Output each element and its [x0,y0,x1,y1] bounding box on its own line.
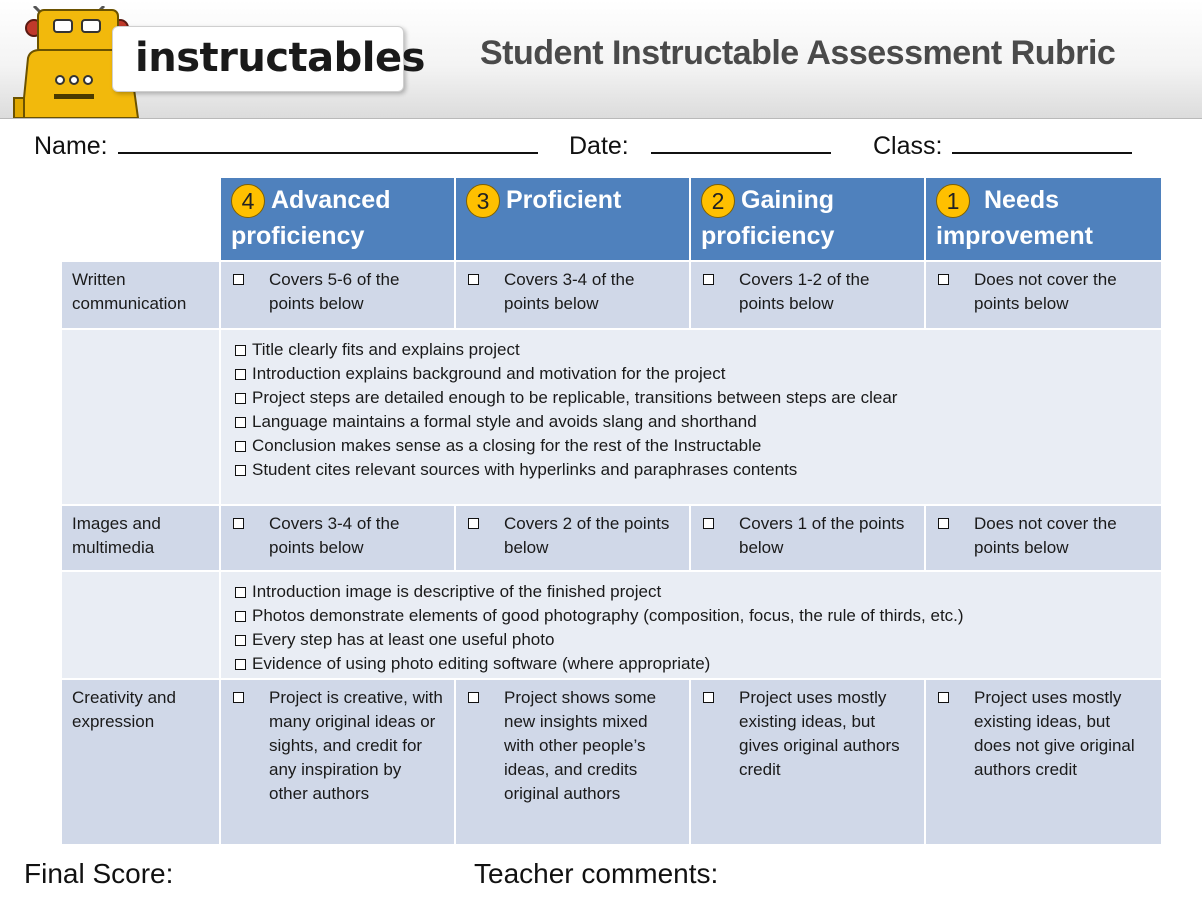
date-blank [651,130,831,154]
level-subtitle: improvement [936,222,1093,250]
checkbox-icon[interactable] [235,417,246,428]
criterion-label-written: Written communication [62,260,221,328]
point-item: Title clearly fits and explains project [235,338,897,362]
level-badge: 1 [936,184,970,218]
level-title: Proficient [506,186,622,214]
checkbox-icon[interactable] [233,274,244,285]
point-item: Language maintains a formal style and avoids slang and shorthand [235,410,897,434]
teacher-comments-label: Teacher comments: [474,858,719,889]
checkbox-icon[interactable] [703,692,714,703]
level-subtitle: proficiency [701,222,835,250]
name-blank [118,130,538,154]
instructables-logo [112,26,425,92]
logo-text: instructables [135,35,425,81]
checkbox-icon[interactable] [235,393,246,404]
checkbox-icon[interactable] [235,345,246,356]
rating-cell: Covers 1-2 of the points below [691,260,926,328]
rating-cell: Project uses mostly existing ideas, but gives original authors credit [691,678,926,844]
rating-cell: Project shows some new insights mixed with other people’s ideas, and credits original authors [456,678,691,844]
rating-cell: Project is creative, with many original ideas or sights, and credit for any inspiration by other authors [221,678,456,844]
point-item: Conclusion makes sense as a closing for the rest of the Instructable [235,434,897,458]
checkbox-icon[interactable] [235,465,246,476]
checkbox-icon[interactable] [235,441,246,452]
checkbox-icon[interactable] [235,659,246,670]
point-item: Student cites relevant sources with hyperlinks and paraphrases contents [235,458,897,482]
checkbox-icon[interactable] [233,518,244,529]
level-subtitle: proficiency [231,222,365,250]
checkbox-icon[interactable] [703,518,714,529]
point-item: Introduction image is descriptive of the finished project [235,580,964,604]
checkbox-icon[interactable] [235,635,246,646]
page-header [0,0,1202,119]
level-header-4 [221,178,456,260]
level-badge: 4 [231,184,265,218]
level-header-1 [926,178,1161,260]
point-item: Evidence of using photo editing software (where appropriate) [235,652,964,676]
level-header-2 [691,178,926,260]
rating-cell: Project uses mostly existing ideas, but does not give original authors credit [926,678,1161,844]
checkbox-icon[interactable] [235,611,246,622]
checkbox-icon[interactable] [938,274,949,285]
checkbox-icon[interactable] [235,587,246,598]
checkbox-icon[interactable] [233,692,244,703]
name-field [34,130,538,161]
point-item: Introduction explains background and motivation for the project [235,362,897,386]
class-label: Class: [873,132,943,160]
rating-cell: Does not cover the points below [926,260,1161,328]
level-header-3 [456,178,691,260]
checkbox-icon[interactable] [938,692,949,703]
spacer-cell [62,328,221,504]
checkbox-icon[interactable] [468,518,479,529]
class-field [873,130,1132,161]
rating-cell: Covers 1 of the points below [691,504,926,570]
rating-cell: Covers 5-6 of the points below [221,260,456,328]
document-title: Student Instructable Assessment Rubric [480,34,1116,72]
checkbox-icon[interactable] [938,518,949,529]
level-badge: 3 [466,184,500,218]
checkbox-icon[interactable] [468,274,479,285]
checkbox-icon[interactable] [703,274,714,285]
point-item: Photos demonstrate elements of good photography (composition, focus, the rule of thirds, etc.) [235,604,964,628]
final-score-label: Final Score: [24,858,174,889]
point-item: Project steps are detailed enough to be replicable, transitions between steps are clear [235,386,897,410]
rating-cell: Covers 3-4 of the points below [221,504,456,570]
spacer-cell [62,570,221,678]
name-label: Name: [34,132,108,160]
level-title: Needs [984,186,1060,214]
date-field [569,130,831,161]
criterion-label-creativity: Creativity and expression [62,678,221,844]
points-cell-written [221,328,1161,504]
checkbox-icon[interactable] [468,692,479,703]
rating-cell: Does not cover the points below [926,504,1161,570]
level-title: Advanced [271,186,391,214]
points-cell-images [221,570,1161,678]
rating-cell: Covers 2 of the points below [456,504,691,570]
rating-cell: Covers 3-4 of the points below [456,260,691,328]
point-item: Every step has at least one useful photo [235,628,964,652]
level-badge: 2 [701,184,735,218]
checkbox-icon[interactable] [235,369,246,380]
criterion-label-images: Images and multimedia [62,504,221,570]
class-blank [952,130,1132,154]
level-title: Gaining [741,186,835,214]
date-label: Date: [569,132,629,160]
